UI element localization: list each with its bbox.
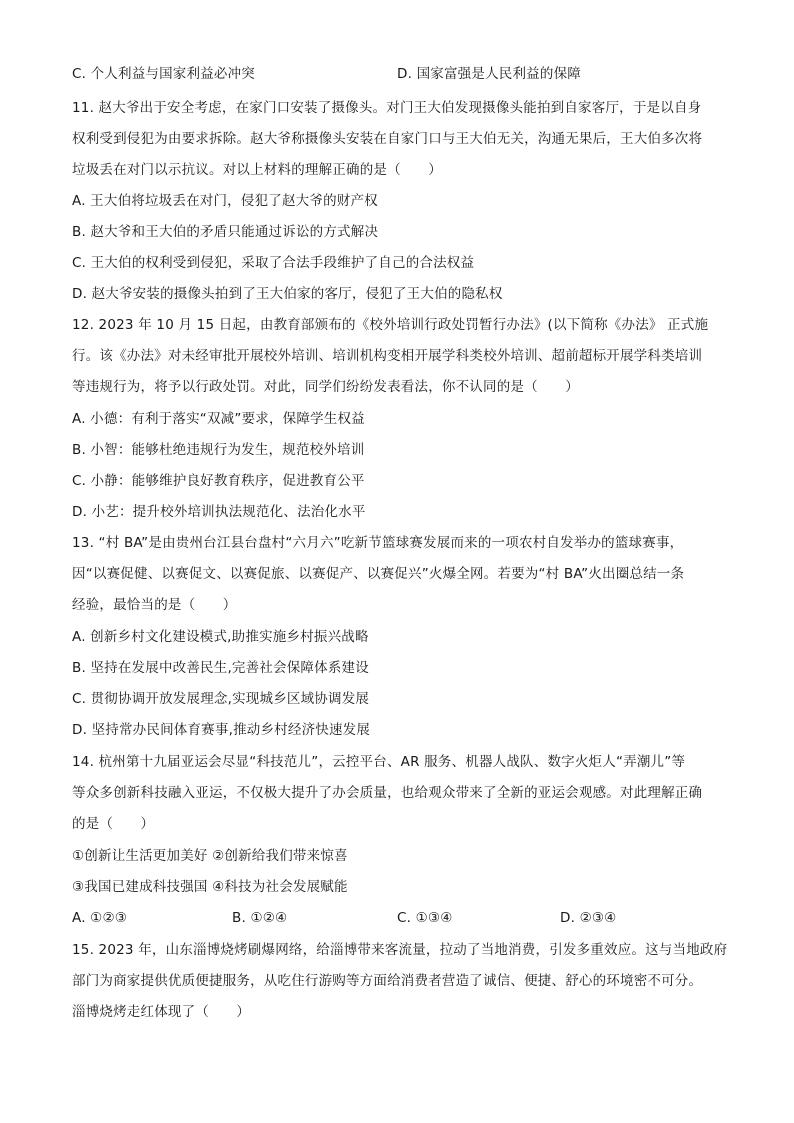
option-a: A. 小德：有利于落实“双减”要求，保障学生权益: [72, 411, 365, 427]
statement-row: ③我国已建成科技强国 ④科技为社会发展赋能: [72, 879, 348, 895]
option-b: B. ①②④: [232, 910, 288, 926]
options-row: [72, 908, 732, 928]
option-b: B. 赵大爷和王大伯的矛盾只能通过诉讼的方式解决: [72, 224, 379, 240]
option-b: B. 小智：能够杜绝违规行为发生，规范校外培训: [72, 442, 365, 458]
question-stem-line: 15. 2023 年，山东淄博烧烤刷爆网络，给淄博带来客流量，拉动了当地消费，引发多重效应。这与当地政府: [72, 942, 728, 958]
option-a: A. 王大伯将垃圾丢在对门，侵犯了赵大爷的财产权: [72, 193, 378, 209]
question-stem-line: 12. 2023 年 10 月 15 日起，由教育部颁布的《校外培训行政处罚暂行办法》(以下简称《办法》 正式施: [72, 317, 709, 333]
option-b: B. 坚持在发展中改善民生,完善社会保障体系建设: [72, 660, 369, 676]
statement-row: ①创新让生活更加美好 ②创新给我们带来惊喜: [72, 848, 348, 864]
option-d: D. 国家富强是人民利益的保障: [397, 66, 581, 82]
option-d: D. 赵大爷安装的摄像头拍到了王大伯家的客厅，侵犯了王大伯的隐私权: [72, 286, 503, 302]
prev-options-row: [72, 64, 732, 84]
question-stem-line: 垃圾丢在对门以示抗议。对以上材料的理解正确的是（ ）: [72, 162, 442, 178]
option-a: A. ①②③: [72, 910, 128, 926]
option-c: C. 小静：能够维护良好教育秩序，促进教育公平: [72, 473, 365, 489]
question-stem-line: 11. 赵大爷出于安全考虑，在家门口安装了摄像头。对门王大伯发现摄像头能拍到自家客厅，于是以自身: [72, 100, 702, 116]
option-d: D. ②③④: [560, 910, 617, 926]
question-stem-line: 13. “村 BA”是由贵州台江县台盘村“六月六”吃新节篮球赛发展而来的一项农村自发举办的篮球赛事，: [72, 535, 684, 551]
question-stem-line: 行。该《办法》对未经审批开展校外培训、培训机构变相开展学科类校外培训、超前超标开展学科类培训: [72, 348, 703, 364]
option-a: A. 创新乡村文化建设模式,助推实施乡村振兴战略: [72, 629, 369, 645]
question-stem-line: 经验，最恰当的是（ ）: [72, 597, 237, 613]
question-stem-line: 14. 杭州第十九届亚运会尽显“科技范儿”，云控平台、AR 服务、机器人战队、数字火炬人“弄潮儿”等: [72, 754, 686, 770]
option-d: D. 小艺：提升校外培训执法规范化、法治化水平: [72, 504, 366, 520]
option-c: C. 个人利益与国家利益必冲突: [72, 66, 256, 82]
option-c: C. 王大伯的权利受到侵犯，采取了合法手段维护了自己的合法权益: [72, 255, 475, 271]
question-stem-line: 部门为商家提供优质便捷服务，从吃住行游购等方面给消费者营造了诚信、便捷、舒心的环境密不可分。: [72, 973, 703, 989]
option-c: C. 贯彻协调开放发展理念,实现城乡区域协调发展: [72, 691, 370, 707]
question-stem-line: 等违规行为，将予以行政处罚。对此，同学们纷纷发表看法，你不认同的是（ ）: [72, 379, 579, 395]
question-stem-line: 淄博烧烤走红体现了（ ）: [72, 1004, 251, 1020]
question-stem-line: 等众多创新科技融入亚运，不仅极大提升了办会质量，也给观众带来了全新的亚运会观感。对此理解正确: [72, 785, 703, 801]
option-d: D. 坚持常办民间体育赛事,推动乡村经济快速发展: [72, 722, 371, 738]
question-stem-line: 因“以赛促健、以赛促文、以赛促旅、以赛促产、以赛促兴”火爆全网。若要为“村 BA”火出圈总结一条: [72, 566, 685, 582]
option-c: C. ①③④: [397, 910, 453, 926]
question-stem-line: 的是（ ）: [72, 816, 155, 832]
question-stem-line: 权利受到侵犯为由要求拆除。赵大爷称摄像头安装在自家门口与王大伯无关，沟通无果后，王大伯多次将: [72, 131, 703, 147]
